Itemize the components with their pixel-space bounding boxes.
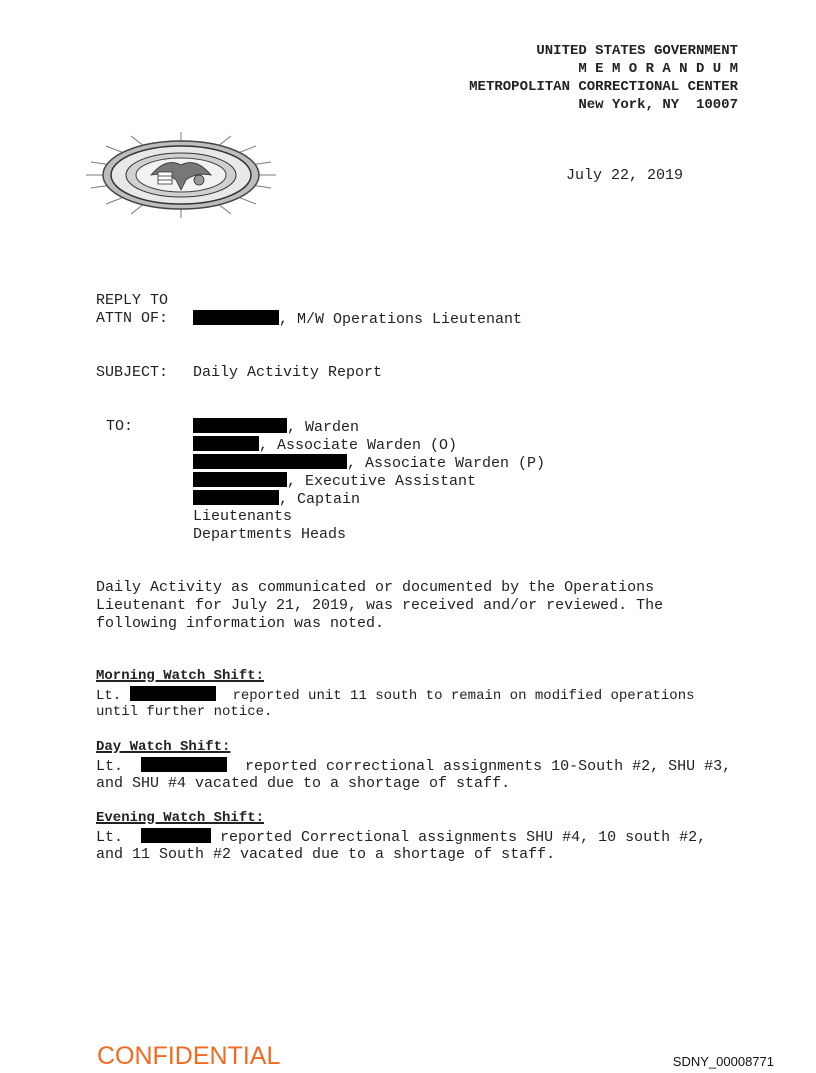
attn-of-label: ATTN OF: <box>96 310 169 327</box>
recipient-warden <box>193 418 359 436</box>
attn-of-role: , M/W Operations Lieutenant <box>279 311 523 328</box>
bates-number: SDNY_00008771 <box>672 1054 774 1069</box>
recipient-associate-warden-o <box>193 436 457 454</box>
redaction-bar <box>193 418 287 433</box>
redaction-bar <box>193 436 259 451</box>
confidential-stamp: CONFIDENTIAL <box>97 1042 281 1070</box>
intro-line: Lieutenant for July 21, 2019, was received and/or reviewed. The <box>96 597 664 614</box>
header-memorandum: M E M O R A N D U M <box>578 61 738 77</box>
reply-to-label: REPLY TO <box>96 292 169 309</box>
shift-heading-evening: Evening Watch Shift: <box>96 810 265 826</box>
redaction-bar <box>141 828 211 843</box>
shift-morning-line1 <box>96 686 695 704</box>
subject-value: Daily Activity Report <box>193 364 383 381</box>
shift-heading-day: Day Watch Shift: <box>96 739 231 755</box>
subject-label: SUBJECT: <box>96 364 169 381</box>
shift-day-line2: and SHU #4 vacated due to a shortage of staff. <box>96 775 511 792</box>
redaction-bar <box>141 757 227 772</box>
recipient-lieutenants: Lieutenants <box>193 508 293 525</box>
redaction-bar <box>193 490 279 505</box>
recipient-title: , Associate Warden (P) <box>347 455 546 472</box>
lt-prefix: Lt. <box>96 688 122 704</box>
lt-prefix: Lt. <box>96 829 124 846</box>
recipient-title: , Associate Warden (O) <box>259 437 458 454</box>
redaction-bar <box>193 472 287 487</box>
shift-text: reported correctional assignments 10-South #2, SHU #3, <box>245 758 732 775</box>
header-institution: METROPOLITAN CORRECTIONAL CENTER <box>469 79 738 95</box>
memo-date: July 22, 2019 <box>566 167 684 184</box>
shift-day-line1 <box>96 757 731 775</box>
attn-of-value <box>193 310 522 328</box>
recipient-department-heads: Departments Heads <box>193 526 347 543</box>
shift-heading-morning: Morning Watch Shift: <box>96 668 265 684</box>
shift-evening-line2: and 11 South #2 vacated due to a shortage of staff. <box>96 846 556 863</box>
redaction-bar <box>193 454 347 469</box>
header-address: New York, NY 10007 <box>578 97 738 113</box>
shift-text: reported unit 11 south to remain on modified operations <box>232 688 695 704</box>
intro-line: Daily Activity as communicated or documented by the Operations <box>96 579 655 596</box>
recipient-captain <box>193 490 360 508</box>
to-label: TO: <box>106 418 134 435</box>
shift-text: reported Correctional assignments SHU #4, 10 south #2, <box>220 829 707 846</box>
recipient-executive-assistant <box>193 472 476 490</box>
recipient-associate-warden-p <box>193 454 545 472</box>
redaction-bar <box>130 686 216 701</box>
shift-evening-line1 <box>96 828 706 846</box>
shift-morning-line2: until further notice. <box>96 704 273 720</box>
doj-seal-icon <box>86 132 276 218</box>
intro-line: following information was noted. <box>96 615 385 632</box>
recipient-title: , Executive Assistant <box>287 473 477 490</box>
recipient-title: , Captain <box>279 491 361 508</box>
lt-prefix: Lt. <box>96 758 124 775</box>
redaction-bar <box>193 310 279 325</box>
header-government: UNITED STATES GOVERNMENT <box>536 43 738 59</box>
recipient-title: , Warden <box>287 419 360 436</box>
